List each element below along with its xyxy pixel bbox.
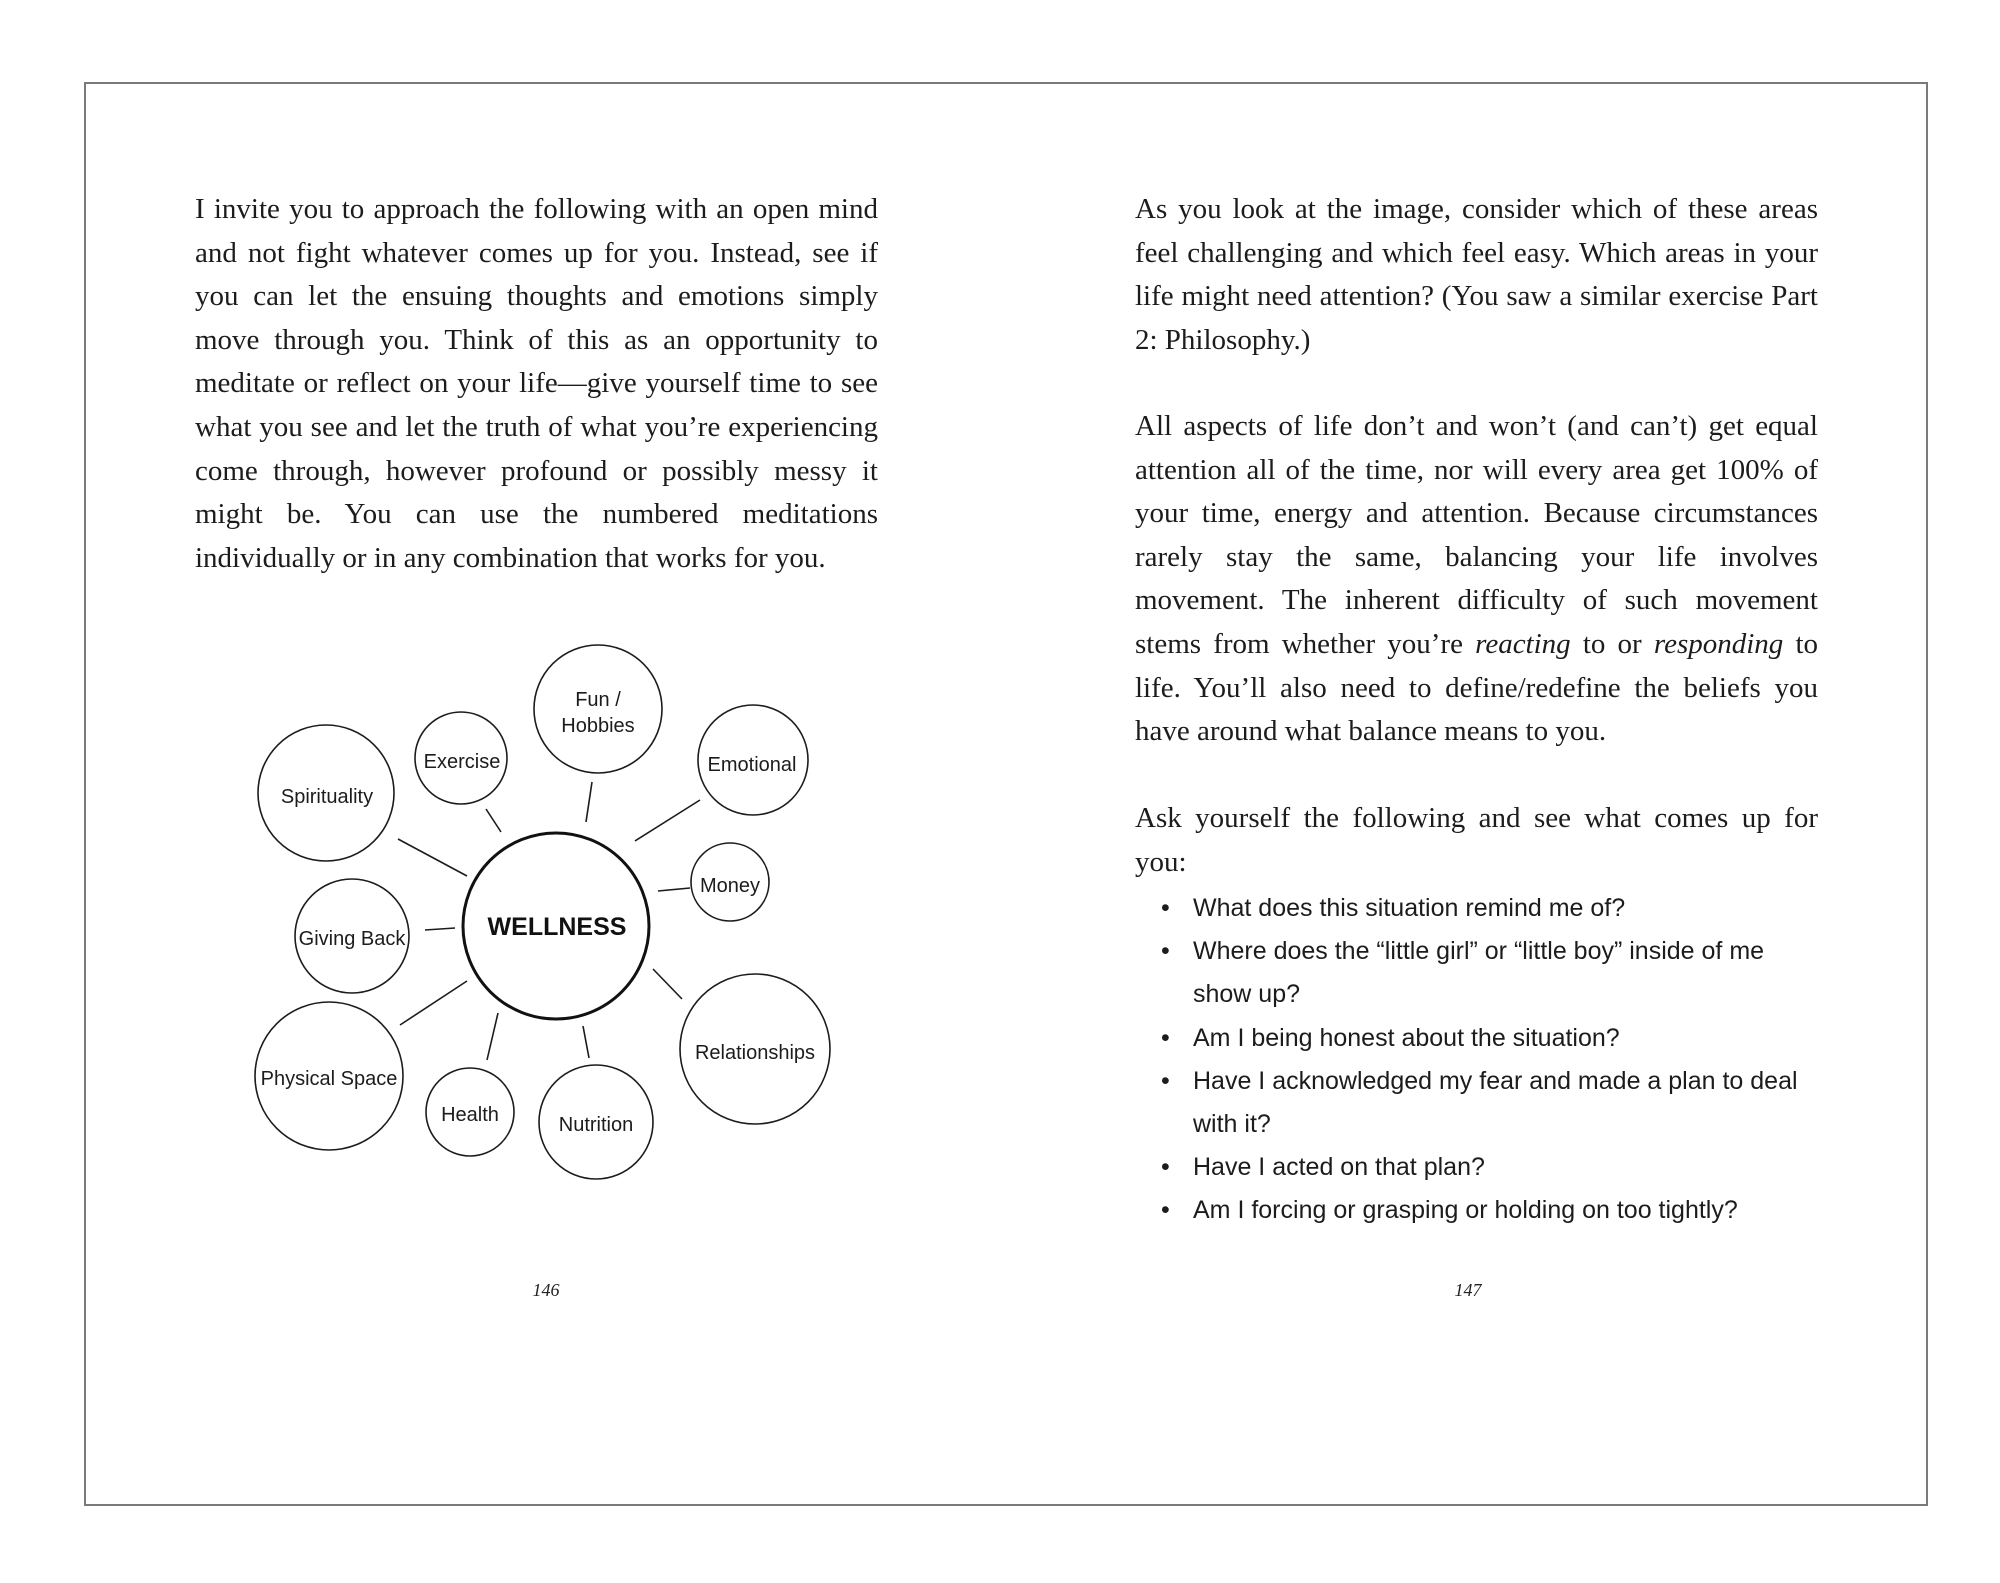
node-label-nutrition: Nutrition	[558, 1114, 634, 1136]
question-text: Am I forcing or grasping or holding on too tightly?	[1193, 1196, 1738, 1225]
paragraph-2-text-c: to life. You’ll also need to define/redefine the beliefs you have around what balance means to you.	[1135, 627, 1819, 748]
page-number-right: 147	[1454, 1280, 1482, 1300]
node-label-exercise: Exercise	[423, 751, 501, 773]
node-label-fun-line1: Fun /	[575, 689, 621, 711]
connector-emotional	[635, 800, 700, 841]
connector-relationships	[653, 969, 682, 999]
italic-word-reacting: reacting	[1475, 627, 1571, 660]
right-page-paragraph-1: As you look at the image, consider which of these areas feel challenging and which feel easy. Which areas in your life might need attention? (You saw a similar exercise Part 2: Philosophy.)	[1135, 193, 1818, 356]
italic-word-responding: responding	[1653, 627, 1784, 660]
node-label-physical-space: Physical Space	[260, 1068, 398, 1090]
right-page-paragraph-3: Ask yourself the following and see what comes up for you:	[1135, 802, 1818, 878]
bullet-icon: •	[1161, 1066, 1170, 1095]
question-item	[1135, 1060, 1818, 1146]
paragraph-2-text-a: All aspects of life don’t and won’t (and can’t) get equal attention all of the time, nor will every area get 100% of your time, energy and attention. Because circumstances rarely stay the same, balancing your life involves movement. The inherent difficulty of such movement stems from whether you’re	[1135, 410, 1818, 660]
paragraph-2-text-b: to or	[1570, 627, 1654, 660]
connector-exercise	[486, 809, 501, 832]
question-text: Where does the “little girl” or “little boy” inside of me show up?	[1193, 937, 1765, 1009]
node-label-spirituality: Spirituality	[280, 786, 374, 808]
connector-spirituality	[398, 839, 467, 876]
question-item	[1135, 930, 1818, 1016]
question-item	[1135, 1189, 1818, 1232]
bullet-icon: •	[1161, 1196, 1170, 1225]
node-label-relationships: Relationships	[694, 1042, 816, 1064]
question-text: Have I acted on that plan?	[1193, 1153, 1485, 1182]
connector-health	[487, 1013, 498, 1060]
question-item	[1135, 887, 1818, 930]
question-text: What does this situation remind me of?	[1193, 894, 1626, 922]
node-label-fun-line2: Hobbies	[561, 715, 635, 737]
node-label-health: Health	[441, 1104, 499, 1126]
connector-physical-space	[400, 981, 467, 1025]
bullet-icon: •	[1161, 1023, 1170, 1052]
question-item	[1135, 1017, 1818, 1060]
bullet-icon: •	[1161, 1153, 1170, 1182]
connector-fun-hobbies	[586, 782, 592, 822]
connector-giving-back	[425, 928, 455, 930]
center-label-wellness: WELLNESS	[487, 913, 627, 941]
connector-nutrition	[583, 1026, 589, 1058]
node-label-emotional: Emotional	[707, 754, 797, 776]
question-item	[1135, 1146, 1818, 1189]
right-page-paragraph-2	[1135, 405, 1818, 754]
node-label-giving-back: Giving Back	[298, 928, 406, 950]
bullet-icon: •	[1161, 894, 1170, 922]
page-number-left: 146	[532, 1280, 560, 1300]
left-page-paragraph: I invite you to approach the following with an open mind and not fight whatever comes up for you. Instead, see if you can let the ensuing thoughts and emotions simply move through you. Think of this as an opportunity to meditate or reflect on your life—give yourself time to see what you see and let the truth of what you’re experiencing come through, however profound or possibly messy it might be. You can use the numbered meditations individually or in any combination that works for you.	[195, 193, 878, 574]
connector-money	[658, 888, 690, 891]
question-text: Am I being honest about the situation?	[1193, 1023, 1620, 1052]
question-text: Have I acknowledged my fear and made a plan to deal with it?	[1193, 1066, 1798, 1139]
node-label-money: Money	[699, 875, 761, 897]
bullet-icon: •	[1161, 937, 1170, 966]
question-list	[1135, 887, 1818, 1233]
